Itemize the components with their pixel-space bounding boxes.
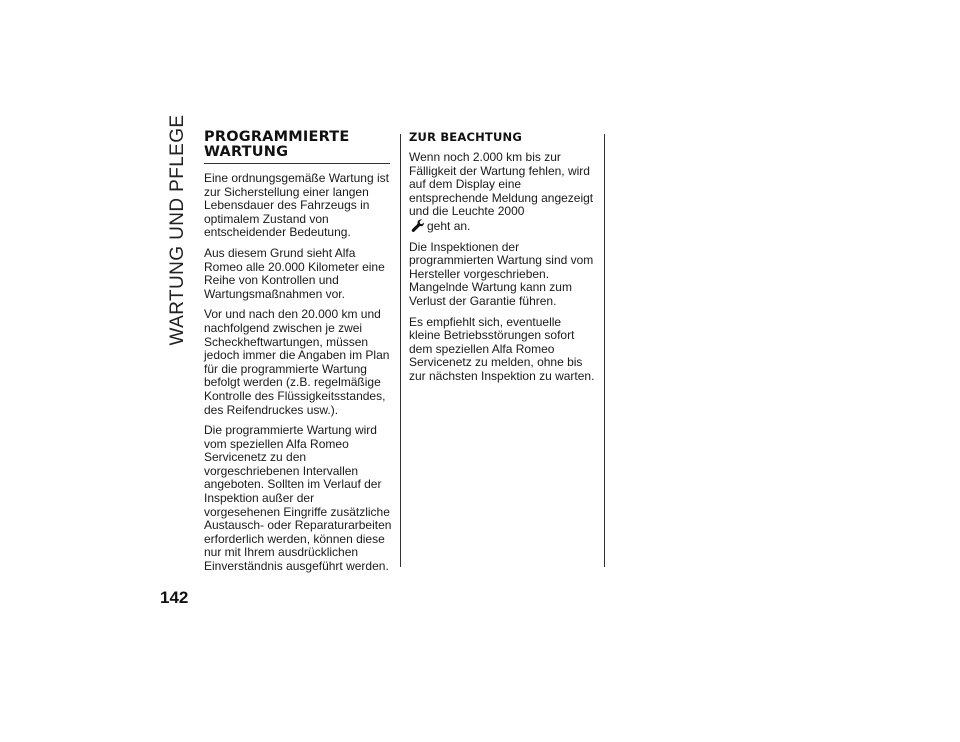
paragraph: Es empfiehlt sich, eventuelle kleine Betriebsstörungen sofort dem speziellen Alfa Romeo Servicenetz zu melden, ohne bis zur nächsten Inspektion zu warten. [409,314,595,383]
paragraph: Aus diesem Grund sieht Alfa Romeo alle 20.000 Kilometer eine Reihe von Kontrollen und Wartungsmaßnahmen vor. [204,245,385,301]
section-heading: PROGRAMMIERTE WARTUNG [204,129,350,160]
section-side-title [166,114,190,346]
wrench-icon [411,219,424,233]
note-heading: ZUR BEACHTUNG [409,130,522,144]
paragraph: Die Inspektionen der programmierten Wartung sind vom Hersteller vorgeschrieben. Mangelnde Wartung kann zum Verlust der Garantie führen. [409,239,594,308]
warning-icon-line [409,219,595,234]
paragraph: Die programmierte Wartung wird vom speziellen Alfa Romeo Servicenetz zu den vorgeschriebenen Intervallen angeboten. Sollten im Verlauf der Inspektion außer der vorgesehenen Eingriffe zusätzliche Austausch- oder Reparaturarbeiten erforderlich werden, können diese nur mit Ihrem ausdrücklichen Einverständnis ausgeführt werden. [204,423,392,574]
warning-text: Wenn noch 2.000 km bis zur Fälligkeit der Wartung fehlen, wird auf dem Display eine entsprechende Meldung angezeigt und die Leuchte 2000 [409,150,594,219]
page-number: 142 [160,588,189,607]
section-side-title-text: WARTUNG UND PFLEGE [167,114,188,346]
paragraph: Eine ordnungsgemäße Wartung ist zur Sicherstellung einer langen Lebensdauer des Fahrzeugs in optimalem Zustand von entscheidender Bedeutung. [204,171,389,240]
left-column [204,130,392,581]
column-divider [400,134,401,567]
right-column [409,130,595,391]
column-divider [604,134,605,567]
paragraph: Vor und nach den 20.000 km und nachfolgend zwischen je zwei Scheckheftwartungen, müssen jedoch immer die Angaben im Plan für die programmierte Wartung befolgt werden (z.B. regelmäßige Kontrolle des Flüssigkeitsstandes, des Reifendruckes usw.). [204,307,390,417]
warning-suffix: geht an. [427,218,471,233]
warning-paragraph [409,151,595,234]
heading-underline [204,163,390,164]
